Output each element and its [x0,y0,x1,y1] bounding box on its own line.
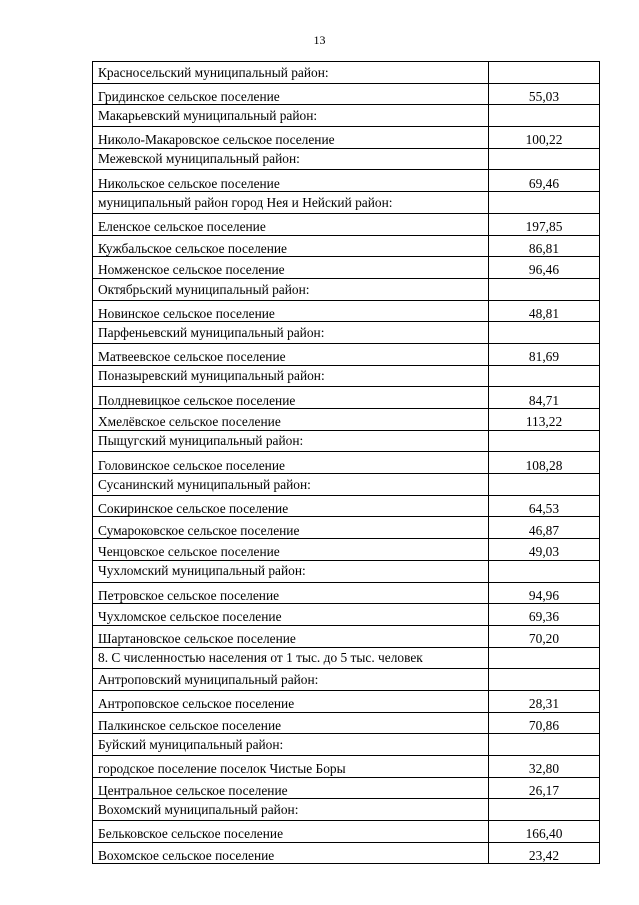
settlement-name-cell: Номженское сельское поселение [93,257,489,279]
district-heading-cell: Буйский муниципальный район: [93,734,489,756]
settlement-name-cell: Хмелёвское сельское поселение [93,409,489,431]
district-heading-cell: Парфеньевский муниципальный район: [93,322,489,344]
table-row-heading [93,734,600,756]
table-row-heading [93,322,600,344]
value-cell: 55,03 [489,83,600,105]
value-cell: 113,22 [489,409,600,431]
settlement-name-cell: Центральное сельское поселение [93,777,489,799]
settlement-name-cell: Чухломское сельское поселение [93,604,489,626]
value-cell [489,647,600,669]
value-cell [489,430,600,452]
table-row-heading [93,430,600,452]
table-row [93,517,600,539]
settlement-name-cell: Вохомское сельское поселение [93,842,489,864]
value-cell: 32,80 [489,756,600,778]
settlement-name-cell: Ченцовское сельское поселение [93,539,489,561]
value-cell: 94,96 [489,582,600,604]
value-cell [489,474,600,496]
settlement-name-cell: Петровское сельское поселение [93,582,489,604]
table-row-heading [93,669,600,691]
table-row [93,343,600,365]
table-row [93,777,600,799]
table-row-heading [93,474,600,496]
page-number: 13 [313,33,326,47]
value-cell: 84,71 [489,387,600,409]
value-cell [489,669,600,691]
value-cell: 86,81 [489,235,600,257]
table-row-heading [93,278,600,300]
district-heading-cell: Антроповский муниципальный район: [93,669,489,691]
table-row [93,625,600,647]
settlement-name-cell: Николо-Макаровское сельское поселение [93,127,489,149]
value-cell: 100,22 [489,127,600,149]
district-heading-cell: Октябрьский муниципальный район: [93,278,489,300]
table-row [93,409,600,431]
value-cell: 70,86 [489,712,600,734]
value-cell [489,560,600,582]
table-row [93,170,600,192]
value-cell: 197,85 [489,213,600,235]
value-cell [489,278,600,300]
settlement-name-cell: Сокиринское сельское поселение [93,495,489,517]
table-row [93,213,600,235]
district-heading-cell: Макарьевский муниципальный район: [93,105,489,127]
settlement-name-cell: Бельковское сельское поселение [93,821,489,843]
table-body [93,62,600,864]
table-row [93,127,600,149]
settlement-name-cell: Шартановское сельское поселение [93,625,489,647]
value-cell [489,148,600,170]
table-row-heading [93,105,600,127]
table-row-heading [93,365,600,387]
table-row-heading [93,560,600,582]
table-row [93,235,600,257]
table-row [93,539,600,561]
value-cell [489,62,600,84]
table-row-heading [93,192,600,214]
value-cell: 69,46 [489,170,600,192]
table-row [93,821,600,843]
settlement-name-cell: Сумароковское сельское поселение [93,517,489,539]
value-cell: 96,46 [489,257,600,279]
value-cell: 69,36 [489,604,600,626]
table-row [93,756,600,778]
value-cell: 70,20 [489,625,600,647]
table-row [93,582,600,604]
settlement-name-cell: Кужбальское сельское поселение [93,235,489,257]
settlement-name-cell: Полдневицкое сельское поселение [93,387,489,409]
settlement-name-cell: Еленское сельское поселение [93,213,489,235]
value-cell [489,105,600,127]
district-heading-cell: Чухломский муниципальный район: [93,560,489,582]
table-row [93,257,600,279]
district-heading-cell: Вохомский муниципальный район: [93,799,489,821]
settlement-name-cell: городское поселение поселок Чистые Боры [93,756,489,778]
settlement-name-cell: Палкинское сельское поселение [93,712,489,734]
value-cell: 49,03 [489,539,600,561]
settlement-name-cell: Новинское сельское поселение [93,300,489,322]
table-row-heading [93,62,600,84]
district-heading-cell: Поназыревский муниципальный район: [93,365,489,387]
settlement-name-cell: Матвеевское сельское поселение [93,343,489,365]
value-cell: 46,87 [489,517,600,539]
table-row [93,690,600,712]
table-row [93,387,600,409]
district-heading-cell: Сусанинский муниципальный район: [93,474,489,496]
table-row [93,495,600,517]
table-row [93,83,600,105]
table-row [93,452,600,474]
value-cell [489,734,600,756]
settlement-name-cell: Антроповское сельское поселение [93,690,489,712]
value-cell: 64,53 [489,495,600,517]
value-cell [489,365,600,387]
value-cell: 48,81 [489,300,600,322]
settlements-table [92,61,600,864]
settlement-name-cell: Гридинское сельское поселение [93,83,489,105]
table-row-heading [93,647,600,669]
district-heading-cell: 8. С численностью населения от 1 тыс. до 5 тыс. человек [93,647,489,669]
table-row [93,712,600,734]
settlement-name-cell: Никольское сельское поселение [93,170,489,192]
value-cell: 81,69 [489,343,600,365]
table-row-heading [93,148,600,170]
table-row [93,842,600,864]
value-cell: 28,31 [489,690,600,712]
district-heading-cell: Межевской муниципальный район: [93,148,489,170]
value-cell: 166,40 [489,821,600,843]
value-cell: 26,17 [489,777,600,799]
value-cell [489,799,600,821]
district-heading-cell: Красносельский муниципальный район: [93,62,489,84]
table-row [93,604,600,626]
district-heading-cell: Пыщугский муниципальный район: [93,430,489,452]
table-row-heading [93,799,600,821]
value-cell [489,322,600,344]
value-cell [489,192,600,214]
district-heading-cell: муниципальный район город Нея и Нейский район: [93,192,489,214]
value-cell: 108,28 [489,452,600,474]
settlement-name-cell: Головинское сельское поселение [93,452,489,474]
table-row [93,300,600,322]
value-cell: 23,42 [489,842,600,864]
